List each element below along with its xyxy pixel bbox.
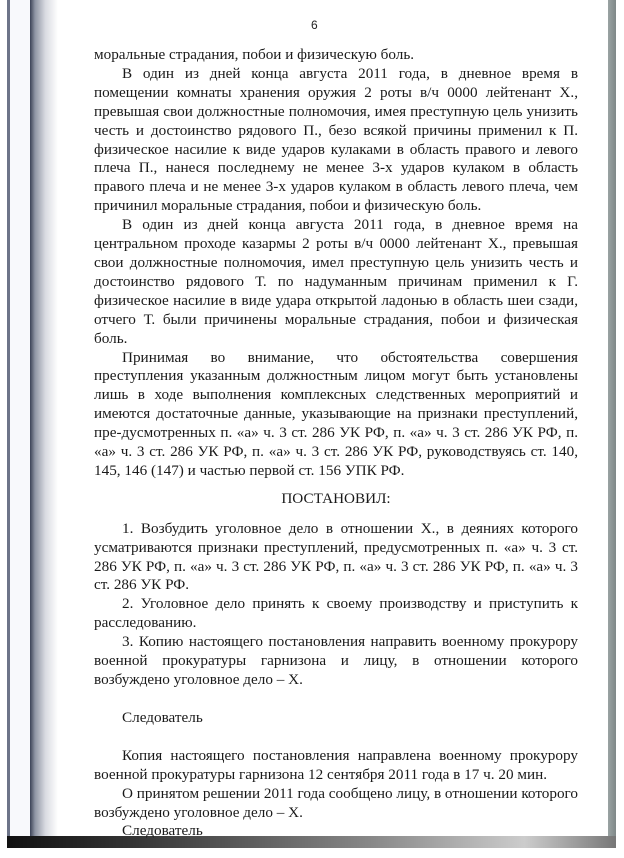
resolution-item: 1. Возбудить уголовное дело в отношении Х., в деяниях которого усматриваются признаки преступлений, предусмотренных п. «а» ч. 3 ст. 286 УК РФ, п. «а» ч. 3 ст. 286 УК РФ, п. «а» ч. 3 ст. 286 УК РФ, п. «а» ч. 3 ст. 286 УК РФ.: [94, 519, 578, 594]
resolution-heading: ПОСТАНОВИЛ:: [281, 489, 391, 507]
paragraph-grounds: Принимая во внимание, что обстоятельства совершения преступления указанным должностным лицом могут быть установлены лишь в ходе выполнения комплексных следственных мероприятий и имеются достаточные данные, указывающие на признаки преступлений, пре-дусмотренных п. «а» ч. 3 ст. 286 УК РФ, п. «а» ч. 3 ст. 286 УК РФ, п. «а» ч. 3 ст. 286 УК РФ, п. «а» ч. 3 ст. 286 УК РФ, руководствуясь ст. 140, 145, 146 (147) и частью первой ст. 156 УПК РФ.: [94, 348, 578, 479]
notice-note: О принятом решении 2011 года сообщено лицу, в отношении которого возбуждено уголовное дело – Х.: [94, 784, 578, 821]
copy-sent-note: Копия настоящего постановления направлена военному прокурору военной прокуратуры гарнизона 12 сентября 2011 года в 17 ч. 20 мин.: [94, 746, 578, 783]
resolution-item: 3. Копию настоящего постановления направить военному прокурору военной прокуратуры гарнизона и лицу, в отношении которого возбуждено уголовное дело – Х.: [94, 633, 578, 688]
scan-edge-right: [608, 0, 616, 840]
document-body: [94, 46, 578, 841]
paragraph-incident-2: В один из дней конца августа 2011 года, в дневное время на центральном проходе казармы 2 роты в/ч 0000 лейтенант Х., превышая свои должностные полномочия, имел преступную цель унизить честь и достоинство рядового Т. по надуманным причинам применил к Г. физическое насилие в виде удара открытой ладонью в область шеи сзади, отчего Т. были причинены моральные страдания, побои и физическая боль.: [94, 216, 578, 347]
paragraph-incident-1: В один из дней конца августа 2011 года, в дневное время в помещении комнаты хранения оружия 2 роты в/ч 0000 лейтенант Х., превышая свои должностные полномочия, имея преступную цель унизить честь и достоинство рядового П., безо всякой причины применил к П. физическое насилие к виде ударов кулаками в область правого и левого плеча П., нанеся последнему не менее 3-х ударов кулаком в область правого плеча и не менее 3-х ударов кулаком в область левого плеча, чем причинил моральные страдания, побои и физическую боль.: [94, 64, 578, 215]
scan-margin-strip: [10, 0, 30, 858]
scan-margin-bottom: [0, 848, 624, 858]
paragraph-continuation: моральные страдания, побои и физическую боль.: [94, 46, 415, 63]
investigator-signature-1: Следователь: [122, 708, 203, 726]
resolution-item: 2. Уголовное дело принять к своему производству и приступить к расследованию.: [94, 595, 578, 632]
page-number: 6: [311, 18, 318, 32]
scan-margin-left: [0, 0, 7, 858]
scan-binding-shadow: [30, 0, 58, 858]
scan-margin-right: [616, 0, 624, 858]
investigator-signature-2: Следователь: [122, 822, 203, 840]
